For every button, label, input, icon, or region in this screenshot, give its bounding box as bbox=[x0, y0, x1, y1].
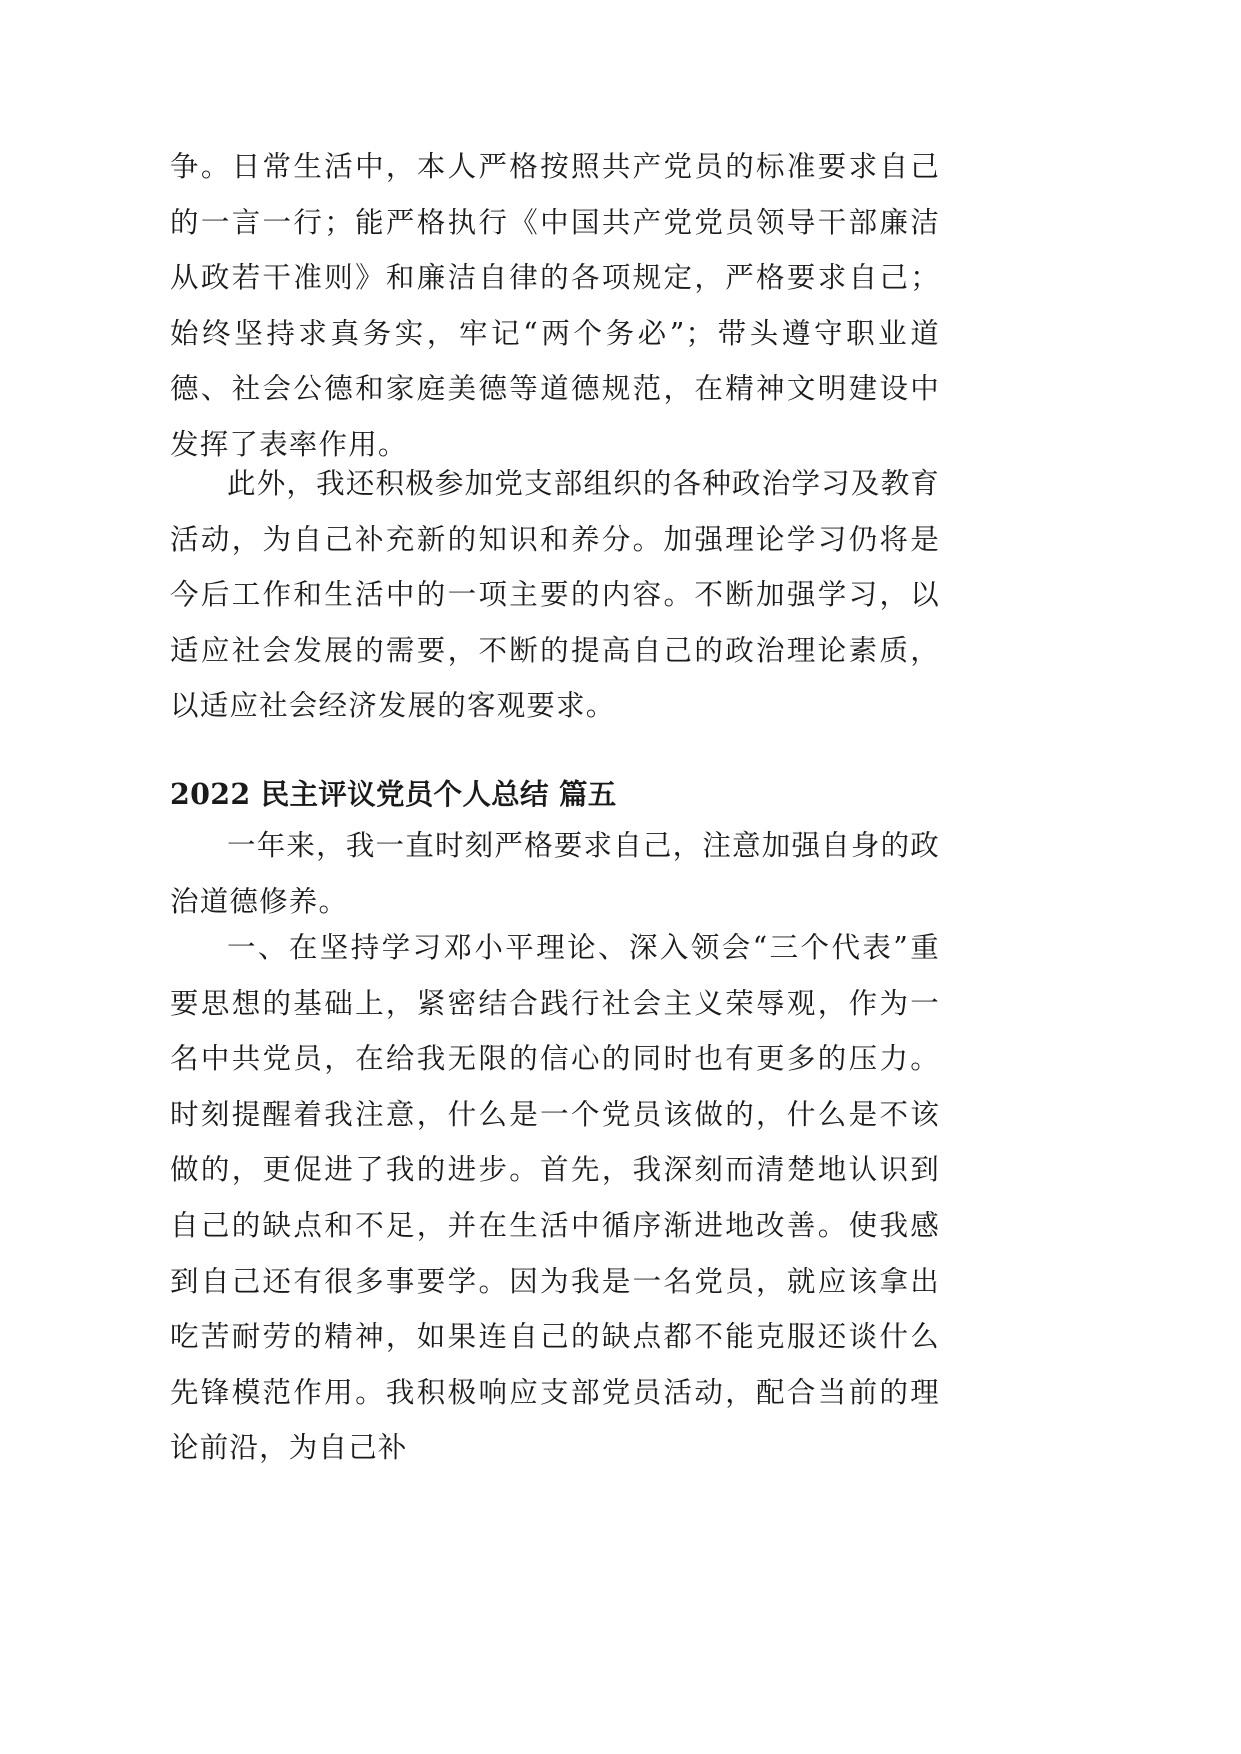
paragraph-study-activities: 此外，我还积极参加党支部组织的各种政治学习及教育活动，为自己补充新的知识和养分。加强理论学习仍将是今后工作和生活中的一项主要的内容。不断加强学习，以适应社会发展的需要，不断的提高自己的政治理论素质，以适应社会经济发展的客观要求。 bbox=[170, 467, 940, 723]
paragraph-point-one: 一、在坚持学习邓小平理论、深入领会“三个代表”重要思想的基础上，紧密结合践行社会主义荣辱观，作为一名中共党员，在给我无限的信心的同时也有更多的压力。时刻提醒着我注意，什么是一个党员该做的，什么是不该做的，更促进了我的进步。首先，我深刻而清楚地认识到自己的缺点和不足，并在生活中循序渐进地改善。使我感到自己还有很多事要学。因为我是一名党员，就应该拿出吃苦耐劳的精神，如果连自己的缺点都不能克服还谈什么先锋模范作用。我积极响应支部党员活动，配合当前的理论前沿，为自己补 bbox=[170, 931, 940, 1465]
paragraph-intro: 一年来，我一直时刻严格要求自己，注意加强自身的政治道德修养。 bbox=[170, 829, 940, 918]
paragraph-continuation: 争。日常生活中，本人严格按照共产党员的标准要求自己的一言一行；能严格执行《中国共产党党员领导干部廉洁从政若干准则》和廉洁自律的各项规定，严格要求自己；始终坚持求真务实，牢记“两个务必”；带头遵守职业道德、社会公德和家庭美德等道德规范，在精神文明建设中发挥了表率作用。 bbox=[170, 150, 940, 461]
section-heading: 2022 民主评议党员个人总结 篇五 bbox=[170, 777, 617, 811]
